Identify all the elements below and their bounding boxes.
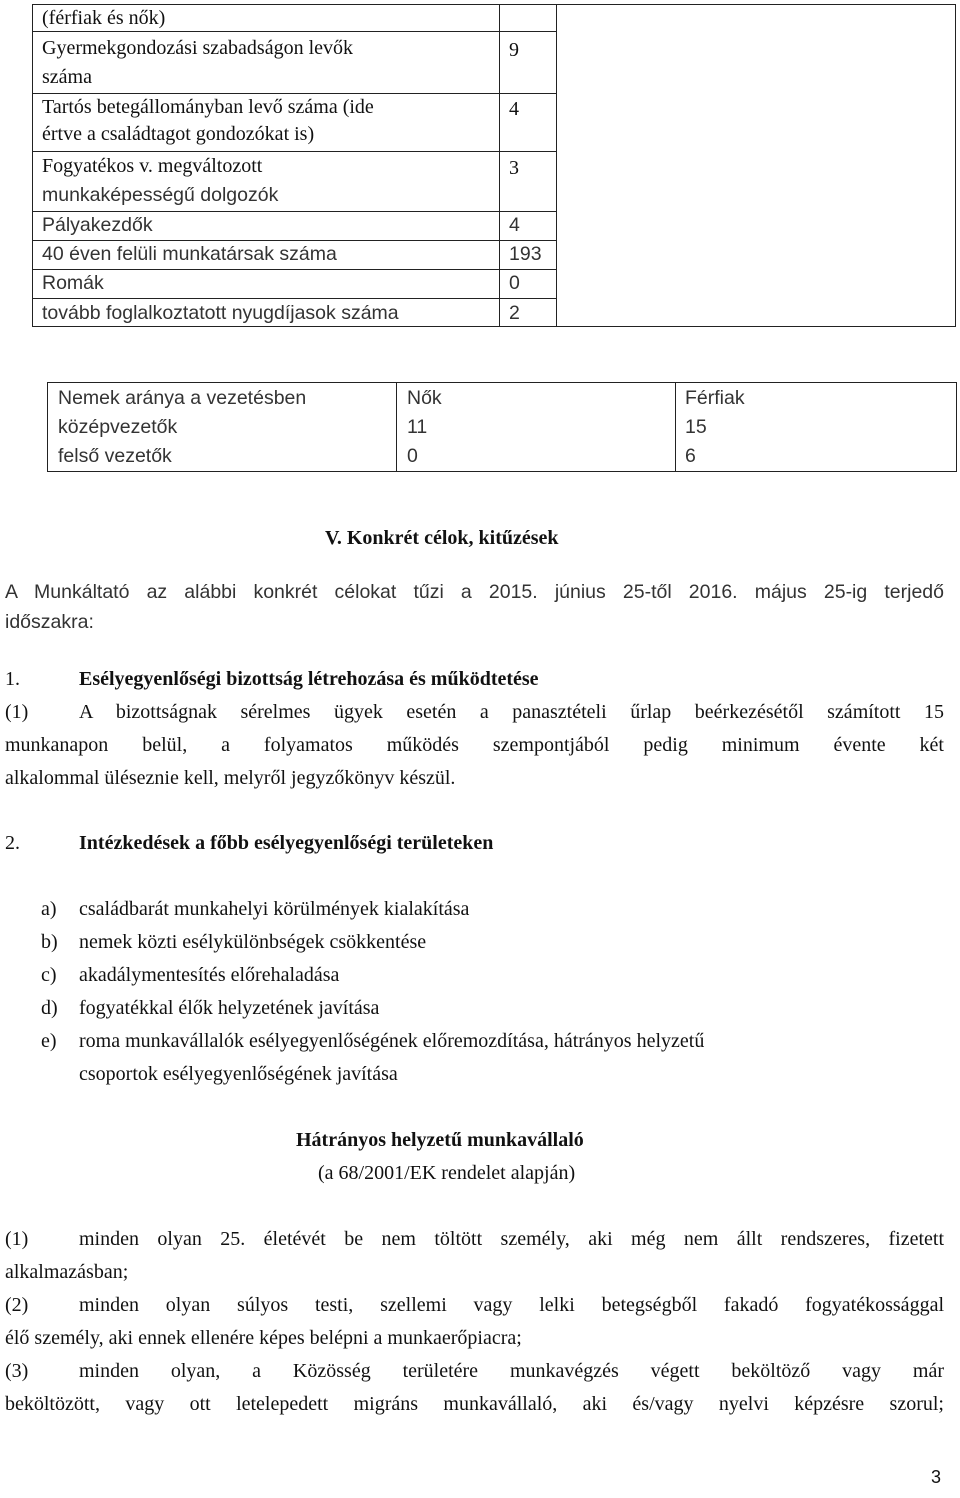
table-row-label: munkaképességű dolgozók: [42, 184, 279, 206]
list-item-letter: c): [41, 964, 57, 986]
page-number: 3: [931, 1467, 942, 1487]
list-item: csoportok esélyegyenlőségének javítása: [79, 1063, 398, 1085]
table-row-value: 0: [509, 272, 520, 294]
intro-paragraph-line: A Munkáltató az alábbi konkrét célokat tűzi a 2015. június 25-től 2016. május 25-ig terjedő: [5, 581, 944, 603]
list-item-letter: a): [41, 898, 57, 920]
table-row-value: 4: [509, 214, 520, 236]
table-row-label: értve a családtagot gondozókat is): [42, 123, 315, 145]
table-cell: középvezetők: [58, 416, 178, 438]
table-row-divider: [33, 269, 556, 270]
table-cell: felső vezetők: [58, 445, 172, 467]
list-item: fogyatékkal élők helyzetének javítása: [79, 997, 380, 1019]
item-heading: Esélyegyenlőségi bizottság létrehozása és működtetése: [79, 668, 539, 690]
table-cell: 6: [685, 445, 696, 467]
table-header: Férfiak: [685, 387, 745, 409]
list-item-letter: e): [41, 1030, 57, 1052]
paragraph-number: (3): [5, 1360, 29, 1382]
paragraph-line: alkalommal üléseznie kell, melyről jegyzőkönyv készül.: [5, 767, 456, 789]
table-column-divider: [396, 383, 397, 471]
item-heading: Intézkedések a főbb esélyegyenlőségi területeken: [79, 832, 494, 854]
table-cell: 11: [407, 416, 428, 438]
table-row-value: 4: [509, 98, 519, 120]
item-number: 1.: [5, 668, 20, 690]
list-item: roma munkavállalók esélyegyenlőségének előremozdítása, hátrányos helyzetű: [79, 1030, 705, 1052]
item-number: 2.: [5, 832, 20, 854]
table-column-divider: [556, 5, 557, 326]
table-row-label: száma: [42, 66, 92, 88]
table-row-label: (férfiak és nők): [42, 7, 166, 29]
paragraph-number: (1): [5, 701, 29, 723]
table-row-label: 40 éven felüli munkatársak száma: [42, 243, 337, 265]
table-row-value: 193: [509, 243, 542, 265]
table-column-divider: [675, 383, 676, 471]
paragraph-line: minden olyan súlyos testi, szellemi vagy lelki betegségből fakadó fogyatékossággal: [79, 1294, 944, 1316]
paragraph-line: minden olyan, a Közösség területére munkavégzés végett beköltöző vagy már: [79, 1360, 944, 1382]
table-row-label: Fogyatékos v. megváltozott: [42, 155, 263, 177]
table-header: Nemek aránya a vezetésben: [58, 387, 307, 409]
table-row-label: Romák: [42, 272, 104, 294]
workforce-stats-table: [32, 4, 956, 327]
table-row-label: Tartós betegállományban levő száma (ide: [42, 96, 374, 118]
list-item-letter: b): [41, 931, 58, 953]
subsection-title: Hátrányos helyzetű munkavállaló: [296, 1129, 584, 1151]
paragraph-line: minden olyan 25. életévét be nem töltött személy, aki még nem állt rendszeres, fizetett: [79, 1228, 944, 1250]
list-item-letter: d): [41, 997, 58, 1019]
paragraph-line: munkanapon belül, a folyamatos működés szempontjából pedig minimum évente két: [5, 734, 944, 756]
paragraph-line: élő személy, aki ennek ellenére képes belépni a munkaerőpiacra;: [5, 1327, 522, 1349]
paragraph-line: beköltözött, vagy ott letelepedett migráns munkavállaló, aki és/vagy nyelvi képzésre szorul;: [5, 1393, 944, 1415]
table-row-label: tovább foglalkoztatott nyugdíjasok száma: [42, 302, 399, 324]
list-item: családbarát munkahelyi körülmények kialakítása: [79, 898, 470, 920]
paragraph-number: (1): [5, 1228, 29, 1250]
table-row-value: 3: [509, 157, 519, 179]
management-gender-table: [47, 382, 957, 472]
list-item: akadálymentesítés előrehaladása: [79, 964, 340, 986]
table-column-divider: [499, 5, 500, 326]
subsection-subtitle: (a 68/2001/EK rendelet alapján): [318, 1162, 576, 1184]
paragraph-line: A bizottságnak sérelmes ügyek esetén a panasztételi űrlap beérkezésétől számított 15: [79, 701, 944, 723]
table-header: Nők: [407, 387, 442, 409]
intro-paragraph-line: időszakra:: [5, 611, 94, 633]
paragraph-number: (2): [5, 1294, 29, 1316]
table-cell: 0: [407, 445, 418, 467]
paragraph-line: alkalmazásban;: [5, 1261, 129, 1283]
table-row-label: Gyermekgondozási szabadságon levők: [42, 37, 354, 59]
table-row-value: 9: [509, 39, 519, 61]
table-row-label: Pályakezdők: [42, 214, 153, 236]
table-cell: 15: [685, 416, 707, 438]
section-title: V. Konkrét célok, kitűzések: [325, 527, 559, 549]
list-item: nemek közti esélykülönbségek csökkentése: [79, 931, 427, 953]
table-row-value: 2: [509, 302, 520, 324]
